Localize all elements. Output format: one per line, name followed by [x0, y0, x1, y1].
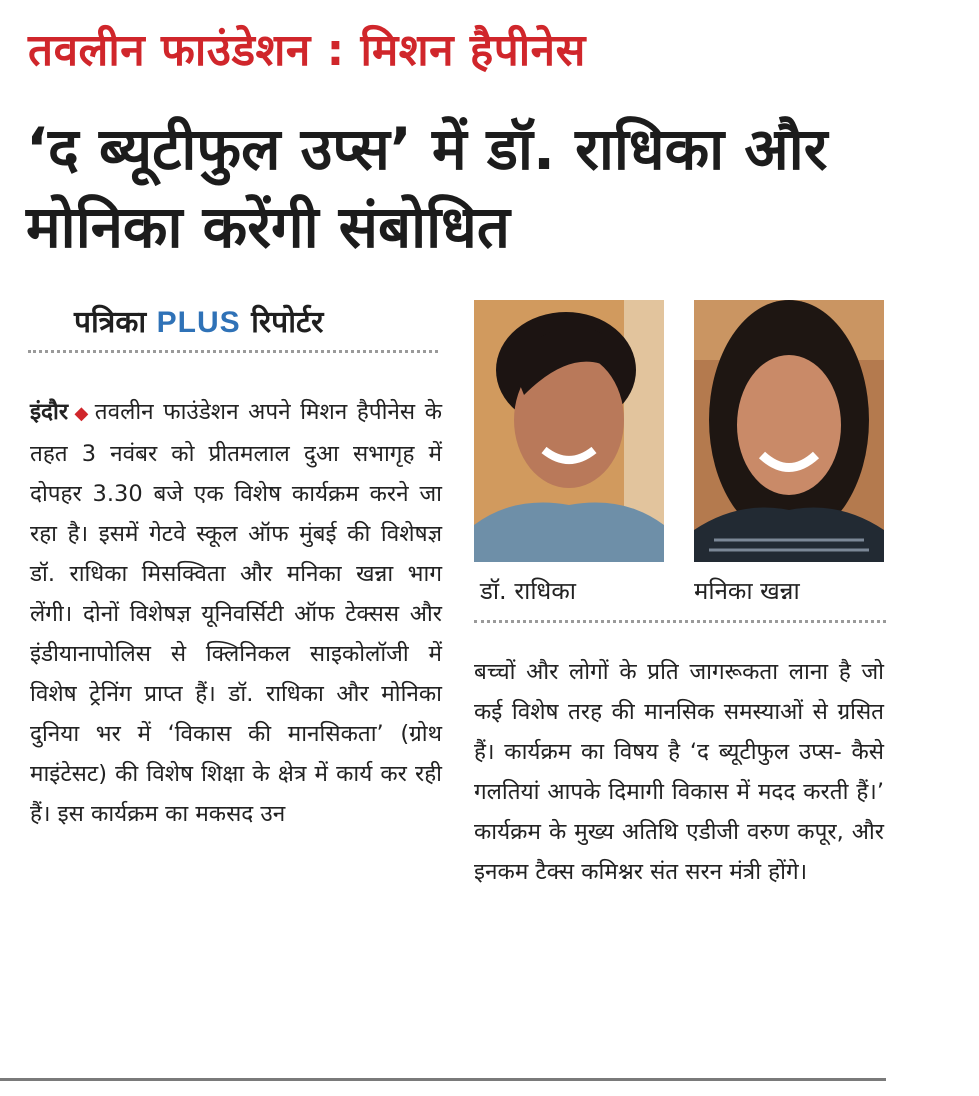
- byline-plus-badge: PLUS: [156, 306, 241, 339]
- photo-caption-radhika: डॉ. राधिका: [480, 577, 576, 605]
- byline-prefix: पत्रिका: [74, 305, 147, 340]
- article-column-left: [30, 392, 442, 834]
- photo-manika: [694, 300, 884, 562]
- dateline-city: इंदौर: [30, 399, 69, 425]
- portrait-image: [694, 300, 884, 562]
- byline-divider: [28, 350, 438, 353]
- article-text-left: तवलीन फाउंडेशन अपने मिशन हैपीनेस के तहत 3 नवंबर को प्रीतमलाल दुआ सभागृह में दोपहर 3.30 बजे एक विशेष कार्यक्रम करने जा रहा है। इसमें गेटवे स्कूल ऑफ मुंबई की विशेषज्ञ डॉ. राधिका मिसक्विता और मनिका खन्ना भाग लेंगी। दोनों विशेषज्ञ यूनिवर्सिटी ऑफ टेक्सस और इंडीयानापोलिस से क्लिनिकल साइकोलॉजी में विशेष ट्रेनिंग प्राप्त हैं। डॉ. राधिका और मोनिका दुनिया भर में ‘विकास की मानसिकता’ (ग्रोथ माइंटेसट) की विशेष शिक्षा के क्षेत्र में कार्य कर रही हैं। इस कार्यक्रम का मकसद उन: [30, 399, 442, 827]
- article-text-right: बच्चों और लोगों के प्रति जागरूकता लाना है जो कई विशेष तरह की मानसिक समस्याओं से ग्रसित हैं। कार्यक्रम का विषय है ‘द ब्यूटीफुल उप्स- कैसे गलतियां आपके दिमागी विकास में मदद करती हैं।’ कार्यक्रम के मुख्य अतिथि एडीजी वरुण कपूर, और इनकम टैक्स कमिश्नर संत सरन मंत्री होंगे।: [474, 659, 884, 885]
- section-kicker: तवलीन फाउंडेशन : मिशन हैपीनेस: [28, 25, 586, 76]
- headline: ‘द ब्यूटीफुल उप्स’ में डॉ. राधिका और मोनिका करेंगी संबोधित: [26, 115, 828, 261]
- bottom-rule: [0, 1078, 886, 1081]
- caption-divider: [474, 620, 886, 623]
- byline-suffix: रिपोर्टर: [251, 305, 324, 340]
- article-column-right: [474, 652, 884, 892]
- photo-radhika: [474, 300, 664, 562]
- diamond-icon: ◆: [72, 403, 91, 424]
- byline: [74, 300, 323, 341]
- photo-caption-manika: मनिका खन्ना: [694, 577, 800, 605]
- portrait-image: [474, 300, 664, 562]
